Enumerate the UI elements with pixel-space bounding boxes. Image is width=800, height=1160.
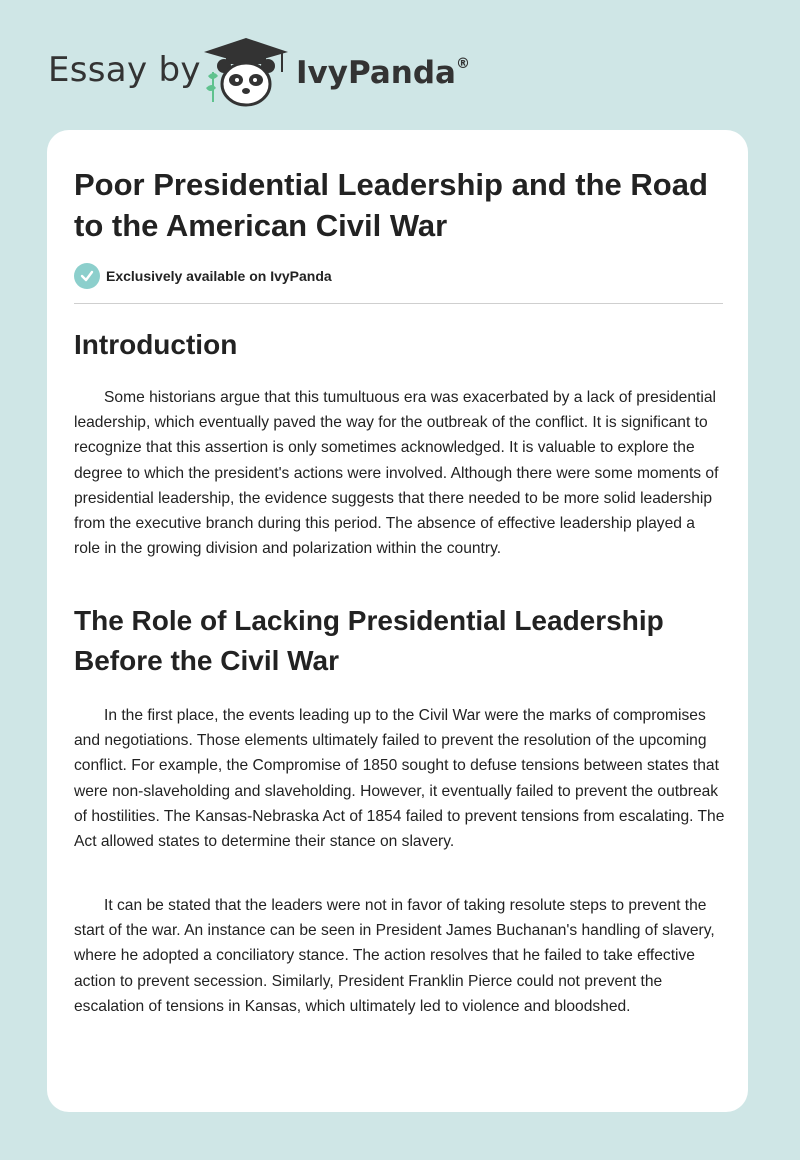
essay-by-label: Essay by	[48, 50, 201, 90]
essay-card	[47, 130, 748, 1112]
brand-name[interactable]: IvyPanda®	[296, 55, 470, 91]
paragraph: In the first place, the events leading up to the Civil War were the marks of compromises and negotiations. Those elements ultimately failed to prevent the resolution of the upcoming conflict. For example, the Compromise of 1850 sought to defuse tensions between states that were non-slaveholding and slaveholding. However, it eventually failed to prevent the outbreak of hostilities. The Kansas-Nebraska Act of 1854 failed to prevent tensions from escalating. The Act allowed states to determine their stance on slavery.	[74, 707, 725, 851]
section-heading-lacking-leadership: The Role of Lacking Presidential Leadership Before the Civil War	[74, 605, 664, 676]
badge-label: Exclusively available on IvyPanda	[106, 268, 332, 284]
section-heading-introduction: Introduction	[74, 329, 238, 360]
paragraph: Some historians argue that this tumultuous era was exacerbated by a lack of presidential leadership, which eventually paved the way for the outbreak of the conflict. It is significant to recognize that this assertion is only sometimes acknowledged. It is valuable to explore the degree to which the president's actions were involved. Although there were some moments of presidential leadership, the evidence suggests that there needed to be more solid leadership from the executive branch during this period. The absence of effective leadership played a role in the growing division and polarization within the country.	[74, 389, 719, 558]
panda-graduate-logo-icon[interactable]	[200, 36, 292, 108]
exclusive-badge	[74, 263, 332, 289]
divider	[74, 303, 723, 304]
essay-title: Poor Presidential Leadership and the Road to the American Civil War	[74, 167, 708, 243]
check-icon	[74, 263, 100, 289]
site-header	[0, 0, 800, 130]
paragraph: It can be stated that the leaders were not in favor of taking resolute steps to prevent the start of the war. An instance can be seen in President James Buchanan's handling of slavery, where he adopted a conciliatory stance. The action resolves that he failed to take effective action to prevent secession. Similarly, President Franklin Pierce could not prevent the escalation of tensions in Kansas, which ultimately led to violence and bloodshed.	[74, 897, 715, 1015]
